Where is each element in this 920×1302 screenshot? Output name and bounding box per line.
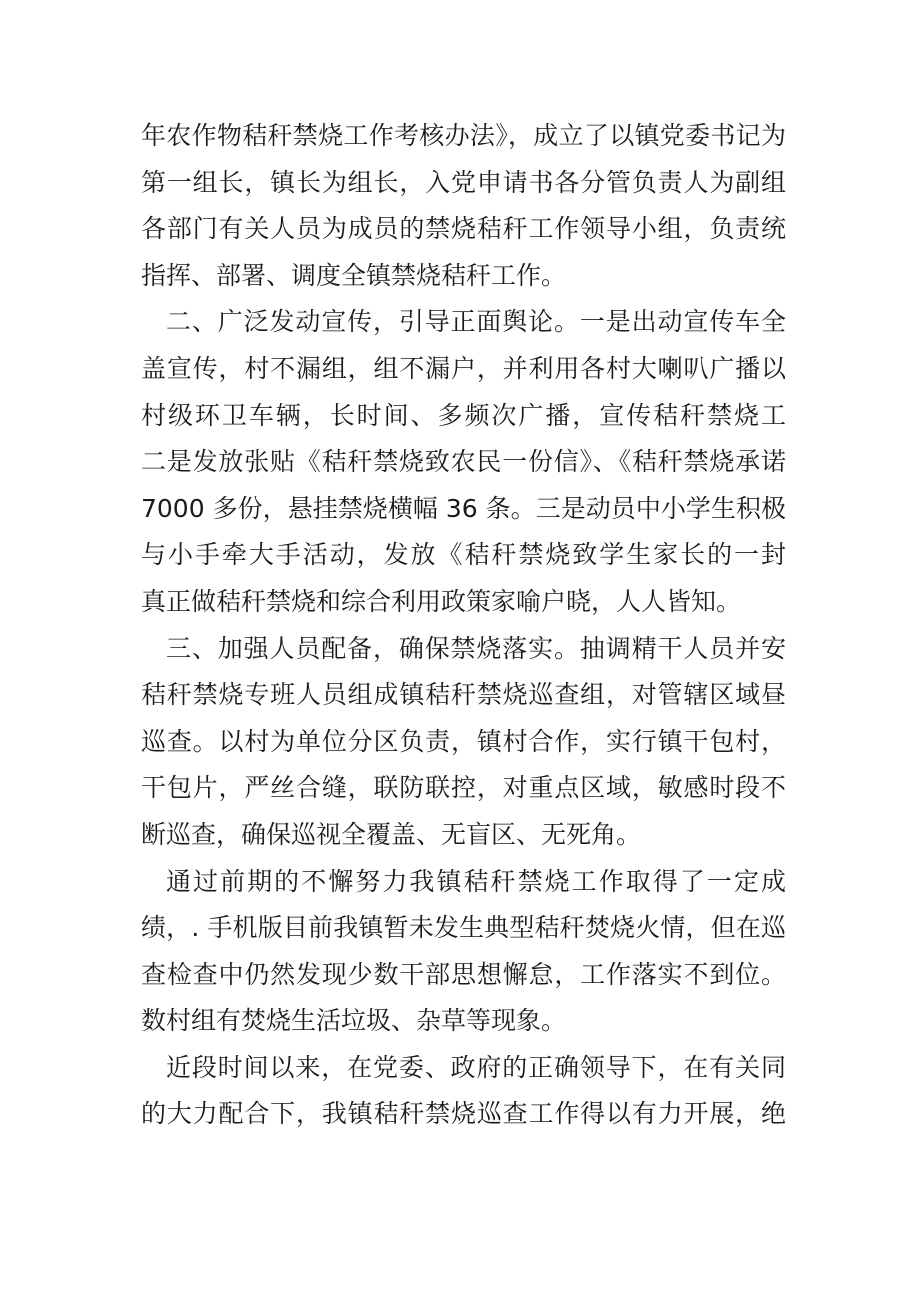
text-line: 第一组长，镇长为组长，入党申请书各分管负责人为副组 [141,167,786,197]
text-line: 二、广泛发动宣传，引导正面舆论。一是出动宣传车全 [166,307,786,337]
text-line: 指挥、部署、调度全镇禁烧秸秆工作。 [141,260,567,290]
text-line: 通过前期的不懈努力我镇秸秆禁烧工作取得了一定成 [166,866,786,896]
text-line: 查检查中仍然发现少数干部思想懈怠，工作落实不到位。 [141,959,786,989]
text-line: 巡查。以村为单位分区负责，镇村合作，实行镇干包村， [141,726,786,756]
text-line: 近段时间以来，在党委、政府的正确领导下，在有关同 [166,1052,786,1082]
document-body [141,113,786,1138]
paragraph-1 [141,113,786,299]
text-line: 秸秆禁烧专班人员组成镇秸秆禁烧巡查组，对管辖区域昼 [141,680,786,710]
text-line: 三、加强人员配备，确保禁烧落实。抽调精干人员并安 [166,633,786,663]
text-line: 7000 多份，悬挂禁烧横幅 36 条。三是动员中小学生积极 [141,493,786,523]
text-line: 绩，. 手机版目前我镇暂未发生典型秸秆焚烧火情，但在巡 [141,913,786,943]
text-line: 与小手牵大手活动，发放《秸秆禁烧致学生家长的一封 [141,540,786,570]
text-line: 二是发放张贴《秸秆禁烧致农民一份信》、《秸秆禁烧承诺 [141,447,786,477]
text-line: 真正做秸秆禁烧和综合利用政策家喻户晓，人人皆知。 [141,586,742,616]
paragraph-2 [141,299,786,625]
text-line: 断巡查，确保巡视全覆盖、无盲区、无死角。 [141,819,642,849]
text-line: 村级环卫车辆，长时间、多频次广播，宣传秸秆禁烧工 [141,400,786,430]
text-line: 盖宣传，村不漏组，组不漏户，并利用各村大喇叭广播以 [141,353,786,383]
text-line: 干包片，严丝合缝，联防联控，对重点区域，敏感时段不 [141,773,786,803]
paragraph-3 [141,626,786,859]
text-line: 的大力配合下，我镇秸秆禁烧巡查工作得以有力开展，绝 [141,1099,786,1129]
text-line: 年农作物秸秆禁烧工作考核办法》，成立了以镇党委书记为 [141,121,786,150]
text-line: 各部门有关人员为成员的禁烧秸秆工作领导小组，负责统 [141,214,786,244]
paragraph-5 [141,1045,786,1138]
paragraph-4 [141,859,786,1045]
text-line: 数村组有焚烧生活垃圾、杂草等现象。 [141,1006,567,1036]
